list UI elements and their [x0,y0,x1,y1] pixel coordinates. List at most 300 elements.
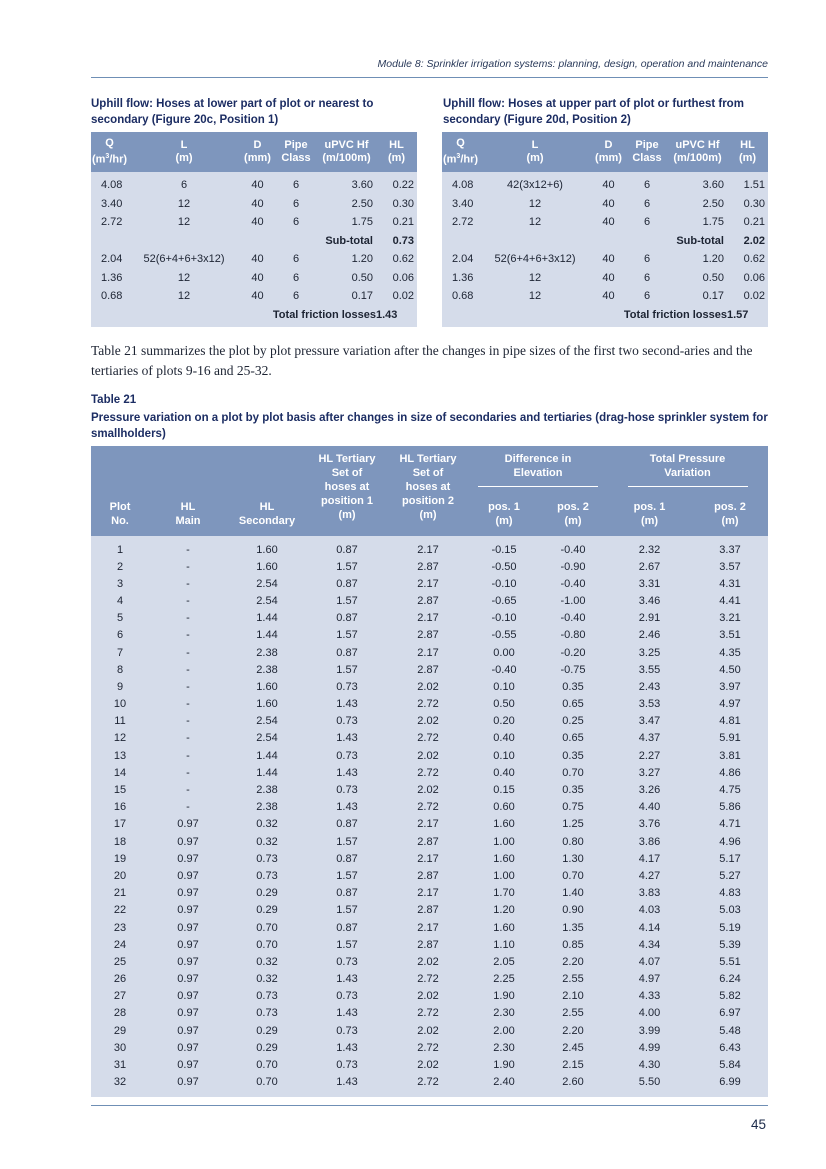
table-cell: 4.81 [692,713,768,730]
header-d: D (mm) [591,132,626,172]
table-cell: 3.53 [607,696,692,713]
table-row [91,696,768,713]
table-cell: 2.17 [387,850,469,867]
table-cell: 0.85 [539,936,607,953]
table-cell: 40 [240,287,275,306]
table-cell: 2.17 [387,816,469,833]
table-cell: 2.30 [469,1005,539,1022]
table-cell: 2.25 [469,971,539,988]
table-cell: 0.02 [727,287,768,306]
table-cell: 3.51 [692,627,768,644]
table-cell: 40 [591,213,626,232]
table-cell: 3.57 [692,558,768,575]
table-cell: 4.27 [607,867,692,884]
table-cell: 0.02 [376,287,417,306]
table-row [91,558,768,575]
table-cell: 1.57 [307,558,387,575]
table-cell: 7 [91,644,149,661]
table-cell: 2.02 [387,678,469,695]
table-cell: 22 [91,902,149,919]
table-cell: 11 [91,713,149,730]
table-row [91,644,768,661]
table-cell: 0.40 [469,730,539,747]
header-l: L (m) [479,132,591,172]
table-cell: 0.73 [307,1056,387,1073]
table-cell: 24 [91,936,149,953]
table-cell: 5.03 [692,902,768,919]
table-cell: 52(6+4+6+3x12) [479,250,591,269]
table-row [91,627,768,644]
table-row [91,747,768,764]
table-cell: 2.17 [387,644,469,661]
table-cell: 2.15 [539,1056,607,1073]
table-cell: 0.62 [376,250,417,269]
table-cell: 4.41 [692,592,768,609]
table-cell: 4.08 [442,172,479,195]
table-cell: 6 [275,172,317,195]
table-cell: 5.27 [692,867,768,884]
table-cell: 2.17 [387,610,469,627]
table-cell: 3.47 [607,713,692,730]
table-cell: 2.72 [387,799,469,816]
table-cell: 0.73 [307,1022,387,1039]
table-cell: 3 [91,575,149,592]
table-cell: 2.72 [387,971,469,988]
table-cell: -0.90 [539,558,607,575]
subtotal-value: 2.02 [727,232,768,251]
table-cell: 3.27 [607,764,692,781]
table-cell: 0.87 [307,575,387,592]
table-cell: 0.97 [149,1074,227,1097]
table-cell: 0.87 [307,610,387,627]
table-row [91,1022,768,1039]
table-cell: - [149,730,227,747]
table-cell: 40 [591,269,626,288]
header-hf: uPVC Hf (m/100m) [668,132,727,172]
table-cell: 6 [626,287,668,306]
table-row [91,610,768,627]
table-cell: 9 [91,678,149,695]
header-hf: uPVC Hf (m/100m) [317,132,376,172]
table-cell: 2.17 [387,919,469,936]
table-cell: 1.60 [227,558,307,575]
table-cell: 32 [91,1074,149,1097]
table-cell: 4.50 [692,661,768,678]
table-cell: 29 [91,1022,149,1039]
table-cell: 6 [626,250,668,269]
table-cell: 3.60 [668,172,727,195]
table-cell: 5.82 [692,988,768,1005]
table-cell: 1.57 [307,902,387,919]
table-cell: 0.97 [149,867,227,884]
table-cell: 0.21 [376,213,417,232]
table-cell: - [149,536,227,558]
table-cell: 18 [91,833,149,850]
table-cell: 1.60 [227,696,307,713]
table-cell: 2.72 [387,730,469,747]
table-cell: 2.04 [442,250,479,269]
table-cell: 3.83 [607,885,692,902]
table-cell: 0.97 [149,919,227,936]
table-cell: - [149,661,227,678]
table-cell: 1.44 [227,610,307,627]
table-cell: 2.45 [539,1039,607,1056]
table-row [442,287,768,306]
table-cell: 6 [275,250,317,269]
table-cell: 0.97 [149,833,227,850]
table-cell: 4.97 [692,696,768,713]
table-cell: 2.32 [607,536,692,558]
table-cell: 2.27 [607,747,692,764]
table-cell: 8 [91,661,149,678]
table-cell: 0.00 [469,644,539,661]
table-cell: - [149,610,227,627]
table-cell: 2.91 [607,610,692,627]
table-cell: 4.97 [607,971,692,988]
table-cell: 13 [91,747,149,764]
table-row [91,953,768,970]
table-cell: 23 [91,919,149,936]
table-cell: - [149,781,227,798]
table21-title: Pressure variation on a plot by plot basis after changes in size of secondaries and tertiaries (drag-hose sprinkler system for smallholders) [91,412,768,440]
total-value: 1.57 [727,306,768,328]
table-cell: 0.35 [539,678,607,695]
table-cell: 3.37 [692,536,768,558]
table-cell: 2.30 [469,1039,539,1056]
table-cell: 2.04 [91,250,128,269]
table-cell: 4.30 [607,1056,692,1073]
table-row [91,885,768,902]
table-cell: 2.02 [387,781,469,798]
table-cell: 2.10 [539,988,607,1005]
table-cell: 1.60 [227,536,307,558]
table-cell: 0.32 [227,971,307,988]
table-cell: 2.87 [387,936,469,953]
table-row [91,1039,768,1056]
table-cell: 5.39 [692,936,768,953]
table-row [91,713,768,730]
header-d: D (mm) [240,132,275,172]
table-cell: 21 [91,885,149,902]
table-cell: 12 [128,213,240,232]
table-cell: 30 [91,1039,149,1056]
table-cell: 2.54 [227,592,307,609]
table-cell: 1.57 [307,592,387,609]
table-cell: 4.33 [607,988,692,1005]
table-cell: 1.20 [469,902,539,919]
table-cell: 2.38 [227,781,307,798]
table-cell: 2.02 [387,747,469,764]
table-row [91,536,768,558]
table-cell: 0.97 [149,988,227,1005]
table-cell: 1.35 [539,919,607,936]
table-cell: 3.97 [692,678,768,695]
table-row [91,919,768,936]
table-cell: 1.57 [307,833,387,850]
table-cell: 0.87 [307,919,387,936]
table-cell: 0.68 [442,287,479,306]
table-row [91,730,768,747]
table-cell: 6 [626,172,668,195]
table-cell: 6 [626,213,668,232]
subtotal-row [442,232,768,251]
table-cell: 4.83 [692,885,768,902]
table-cell: 5.48 [692,1022,768,1039]
table-cell: 2.02 [387,953,469,970]
table-cell: 0.97 [149,953,227,970]
table-cell: 12 [479,287,591,306]
table-row [91,1056,768,1073]
table-cell: 1.44 [227,764,307,781]
table-cell: 4.31 [692,575,768,592]
subtotal-label: Sub-total [442,232,727,251]
table-cell: 0.87 [307,816,387,833]
table-cell: 40 [240,269,275,288]
table-cell: 3.55 [607,661,692,678]
table-cell: 2.72 [387,1005,469,1022]
total-label: Total friction losses [442,306,727,328]
table-cell: 2.72 [387,764,469,781]
table-cell: 6 [275,269,317,288]
table-cell: 0.35 [539,747,607,764]
total-row [442,306,768,328]
table-cell: -0.55 [469,627,539,644]
left-table-caption: Uphill flow: Hoses at lower part of plot or nearest to secondary (Figure 20c, Position 1) [91,98,374,126]
table-cell: 1.20 [317,250,376,269]
table-cell: 0.70 [227,1056,307,1073]
table-row [91,971,768,988]
table-cell: 4.75 [692,781,768,798]
table-row [91,250,417,269]
table-cell: 1.57 [307,661,387,678]
table-cell: 0.73 [307,713,387,730]
table-row [91,936,768,953]
table-cell: 2.17 [387,575,469,592]
table-cell: 0.70 [539,764,607,781]
table-cell: 1.00 [469,833,539,850]
table-cell: 0.87 [307,644,387,661]
table-cell: 0.97 [149,816,227,833]
table-cell: 1.43 [307,971,387,988]
table-cell: 27 [91,988,149,1005]
table-cell: 3.26 [607,781,692,798]
table-cell: 4.07 [607,953,692,970]
table-cell: 0.75 [539,799,607,816]
table-cell: 1.36 [442,269,479,288]
table-cell: 3.40 [442,195,479,214]
table-cell: 6 [128,172,240,195]
table-cell: 17 [91,816,149,833]
header-elev-pos2: pos. 2 (m) [539,495,607,536]
table-cell: 3.60 [317,172,376,195]
table-cell: - [149,575,227,592]
table-cell: 3.31 [607,575,692,592]
table-cell: 2.00 [469,1022,539,1039]
table-cell: 2.02 [387,988,469,1005]
table-cell: 0.21 [727,213,768,232]
right-friction-table [442,132,768,327]
table-cell: 6.43 [692,1039,768,1056]
header-pipe-class: Pipe Class [275,132,317,172]
table-cell: 12 [128,287,240,306]
header-hl-tertiary-pos1: HL Tertiary Set of hoses at position 1 (m) [307,446,387,536]
table-cell: 0.17 [668,287,727,306]
table-cell: 0.97 [149,936,227,953]
table-cell: 1.44 [227,747,307,764]
table-cell: 12 [479,195,591,214]
table-cell: -0.40 [469,661,539,678]
table-cell: 40 [591,172,626,195]
left-friction-table [91,132,417,327]
table-cell: 0.73 [227,850,307,867]
left-table-body [91,172,417,327]
table-row [91,575,768,592]
table-cell: 2.72 [442,213,479,232]
table-cell: 1.60 [469,919,539,936]
table-cell: -1.00 [539,592,607,609]
table-cell: 4.00 [607,1005,692,1022]
table-cell: 2.02 [387,1022,469,1039]
header-elev-pos1: pos. 1 (m) [469,495,539,536]
table-cell: 1.43 [307,1039,387,1056]
table-cell: 0.62 [727,250,768,269]
table-cell: 0.65 [539,696,607,713]
table-cell: 4.86 [692,764,768,781]
header-l: L (m) [128,132,240,172]
table-cell: 0.97 [149,885,227,902]
table-cell: 0.32 [227,833,307,850]
table-cell: -0.65 [469,592,539,609]
table-row [91,902,768,919]
table-cell: 2.87 [387,661,469,678]
table-cell: 0.10 [469,678,539,695]
table-cell: 2.20 [539,1022,607,1039]
table-cell: 0.68 [91,287,128,306]
body-paragraph: Table 21 summarizes the plot by plot pressure variation after the changes in pipe sizes of the first two second-aries and the tertiaries of plots 9-16 and 25-32. [91,343,753,378]
table-cell: 1.30 [539,850,607,867]
table-cell: 0.29 [227,1039,307,1056]
table-cell: 2.54 [227,730,307,747]
table-row [91,1074,768,1097]
table-cell: 5.50 [607,1074,692,1097]
table-cell: 0.97 [149,850,227,867]
table-cell: 0.10 [469,747,539,764]
table-cell: 2.72 [91,213,128,232]
page-number: 45 [750,1117,766,1132]
table-cell: 4.71 [692,816,768,833]
table-cell: 6.99 [692,1074,768,1097]
table-row [91,213,417,232]
table-cell: 0.06 [727,269,768,288]
header-total-pos1: pos. 1 (m) [607,495,692,536]
table-cell: 2.87 [387,627,469,644]
table-cell: 2.72 [387,696,469,713]
table-cell: 1.90 [469,1056,539,1073]
header-hl-main: HL Main [149,446,227,536]
table-cell: 1.75 [668,213,727,232]
table-row [91,678,768,695]
table-row [91,287,417,306]
table-cell: 0.97 [149,1022,227,1039]
table-cell: -0.15 [469,536,539,558]
table-cell: 4.37 [607,730,692,747]
table-cell: 0.06 [376,269,417,288]
table-cell: 1.60 [227,678,307,695]
table-cell: 19 [91,850,149,867]
table-cell: 26 [91,971,149,988]
table-cell: -0.50 [469,558,539,575]
total-value: 1.43 [376,306,417,328]
table-cell: 14 [91,764,149,781]
table-cell: 42(3x12+6) [479,172,591,195]
table-cell: -0.40 [539,575,607,592]
table-cell: 0.70 [227,1074,307,1097]
table-cell: 1.43 [307,764,387,781]
table-cell: 12 [128,195,240,214]
table-cell: 1.90 [469,988,539,1005]
table21-body [91,536,768,1097]
table-cell: 0.29 [227,885,307,902]
table-row [442,250,768,269]
table-cell: 40 [591,250,626,269]
table-cell: 0.87 [307,885,387,902]
table-cell: 4.96 [692,833,768,850]
header-hl-tertiary-pos2: HL Tertiary Set of hoses at position 2 (m) [387,446,469,536]
table-cell: 1.51 [727,172,768,195]
table-cell: 2.17 [387,885,469,902]
table-cell: 6.24 [692,971,768,988]
table-cell: - [149,764,227,781]
table-cell: 2.43 [607,678,692,695]
table-cell: 52(6+4+6+3x12) [128,250,240,269]
table-cell: 0.29 [227,902,307,919]
table-cell: 2.72 [387,1074,469,1097]
table-row [91,816,768,833]
table-cell: 2.05 [469,953,539,970]
table-cell: - [149,696,227,713]
table-cell: 3.76 [607,816,692,833]
table-row [91,661,768,678]
table-cell: 25 [91,953,149,970]
table-cell: 0.60 [469,799,539,816]
table-cell: 3.46 [607,592,692,609]
table-cell: 2.17 [387,536,469,558]
table-cell: 0.87 [307,850,387,867]
table-cell: 0.73 [307,953,387,970]
table-row [91,172,417,195]
subtotal-row [91,232,417,251]
table-cell: 1.57 [307,936,387,953]
table-cell: 2.54 [227,713,307,730]
table-cell: 4.99 [607,1039,692,1056]
table-row [91,195,417,214]
table-cell: - [149,747,227,764]
table-cell: 1.25 [539,816,607,833]
table-cell: 4.34 [607,936,692,953]
table-row [442,213,768,232]
table-cell: 0.17 [317,287,376,306]
table-cell: 0.35 [539,781,607,798]
table-cell: 6 [275,213,317,232]
table-cell: 1.20 [668,250,727,269]
table-row [91,867,768,884]
table-cell: 2.02 [387,1056,469,1073]
right-table-body [442,172,768,327]
table-cell: 2.87 [387,558,469,575]
table-cell: 0.50 [668,269,727,288]
table-cell: 5.17 [692,850,768,867]
table-cell: 5.51 [692,953,768,970]
